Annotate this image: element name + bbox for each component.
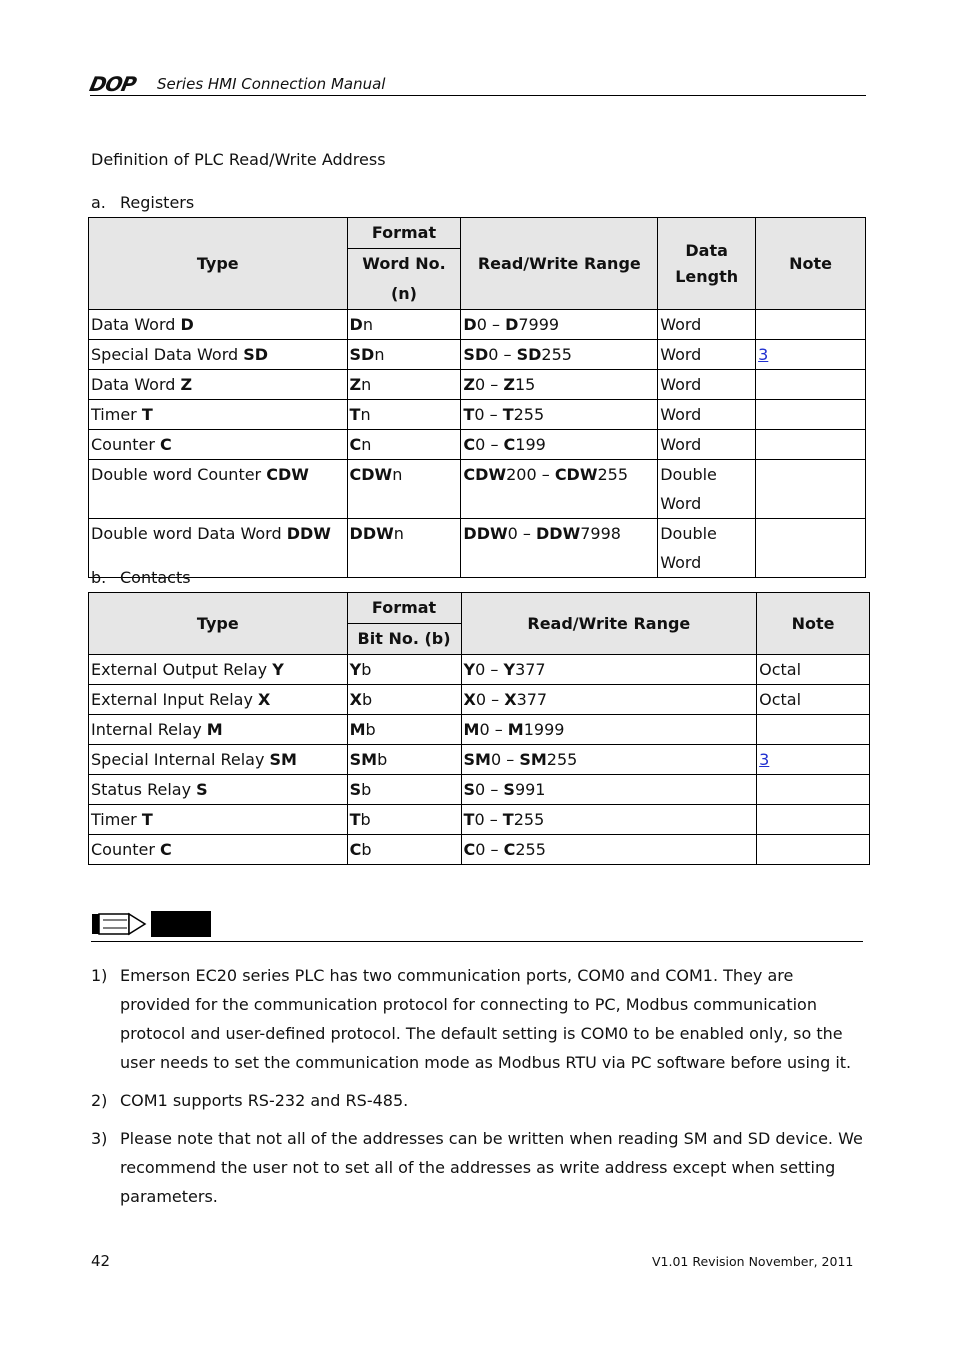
- note-link[interactable]: [756, 340, 866, 370]
- type-code: T: [141, 810, 153, 829]
- length-cell: [658, 460, 756, 519]
- range-end-num: 377: [515, 660, 546, 679]
- range-end-num: 255: [597, 465, 629, 484]
- range-start-code: SD: [463, 345, 489, 364]
- range-cell: [461, 805, 757, 835]
- range-sep: –: [536, 465, 555, 484]
- contacts-letter: b.: [91, 568, 107, 587]
- format-cell: [347, 835, 461, 865]
- format-suffix: b: [360, 810, 371, 829]
- type-code: C: [160, 435, 172, 454]
- registers-header-range: Read/Write Range: [461, 218, 658, 310]
- type-code: S: [196, 780, 208, 799]
- table-row: [89, 775, 870, 805]
- type-cell: [89, 370, 348, 400]
- note-cell: [756, 370, 866, 400]
- length-line-2: Word: [660, 553, 702, 572]
- range-cell: [461, 775, 757, 805]
- range-end-code: Y: [503, 660, 516, 679]
- table-row: [89, 685, 870, 715]
- table-row: [89, 340, 866, 370]
- type-text: Data Word: [91, 315, 181, 334]
- range-end-num: 1999: [523, 720, 565, 739]
- range-end-code: SD: [516, 345, 542, 364]
- note-cell: [756, 400, 866, 430]
- range-sep: –: [485, 375, 504, 394]
- type-code: SD: [243, 345, 269, 364]
- format-cell: [347, 715, 461, 745]
- type-text: Double word Counter: [91, 465, 267, 484]
- format-cell: [347, 745, 461, 775]
- registers-letter: a.: [91, 193, 106, 212]
- note-cell: [757, 685, 870, 715]
- type-code: CDW: [266, 465, 309, 484]
- format-suffix: n: [361, 375, 372, 394]
- registers-table: [88, 217, 866, 578]
- table-row: [89, 430, 866, 460]
- format-cell: [347, 519, 461, 578]
- registers-header-length-1: Data: [685, 240, 728, 260]
- note-cell: [757, 655, 870, 685]
- note-cell: [757, 775, 870, 805]
- type-code: X: [258, 690, 271, 709]
- type-text: Timer: [91, 810, 142, 829]
- range-cell: [461, 685, 757, 715]
- range-cell: [461, 340, 658, 370]
- registers-header-type: Type: [89, 218, 348, 310]
- length-cell: [658, 370, 756, 400]
- table-row: [89, 460, 866, 519]
- length-cell: [658, 519, 756, 578]
- length-line-1: Double: [660, 524, 717, 543]
- format-code: S: [349, 780, 362, 799]
- range-cell: [461, 519, 658, 578]
- note-number: 1): [91, 966, 108, 985]
- type-cell: [89, 340, 348, 370]
- range-start-num: 0: [488, 345, 499, 364]
- range-start-code: S: [463, 780, 476, 799]
- range-start-code: T: [463, 810, 475, 829]
- note-cell: [756, 519, 866, 578]
- format-code: Z: [349, 375, 362, 394]
- range-start-num: 0: [475, 840, 486, 859]
- contacts-header-range: Read/Write Range: [461, 593, 757, 655]
- format-suffix: b: [361, 780, 372, 799]
- registers-label: Registers: [120, 193, 195, 212]
- type-cell: [89, 655, 348, 685]
- table-row: [89, 519, 866, 578]
- type-cell: [89, 685, 348, 715]
- format-suffix: b: [361, 660, 372, 679]
- range-cell: [461, 655, 757, 685]
- range-end-code: CDW: [554, 465, 598, 484]
- section-title: Definition of PLC Read/Write Address: [91, 150, 386, 169]
- registers-header-length-2: Length: [675, 266, 739, 286]
- revision-text: V1.01 Revision November, 2011: [652, 1254, 854, 1269]
- type-cell: [89, 460, 348, 519]
- range-start-code: X: [463, 690, 476, 709]
- type-code: T: [141, 405, 153, 424]
- range-start-num: 200: [506, 465, 537, 484]
- type-text: Counter: [91, 840, 161, 859]
- range-end-num: 255: [513, 405, 545, 424]
- contacts-table: [88, 592, 870, 865]
- range-end-code: D: [505, 315, 519, 334]
- type-text: External Output Relay: [91, 660, 273, 679]
- note-label: [151, 911, 211, 937]
- registers-header-length: [658, 218, 756, 310]
- note-cell: [757, 805, 870, 835]
- note-text: Octal: [759, 660, 802, 679]
- range-end-code: S: [503, 780, 515, 799]
- format-suffix: b: [361, 840, 372, 859]
- page-header: [87, 70, 866, 96]
- type-code: M: [206, 720, 223, 739]
- range-cell: [461, 835, 757, 865]
- type-text: External Input Relay: [91, 690, 259, 709]
- range-start-code: Z: [463, 375, 476, 394]
- type-cell: [89, 400, 348, 430]
- range-end-code: DDW: [536, 524, 581, 543]
- format-code: D: [349, 315, 363, 334]
- note-item: [91, 1086, 867, 1115]
- range-start-code: SM: [463, 750, 491, 769]
- table-row: [89, 370, 866, 400]
- format-cell: [347, 400, 461, 430]
- format-code: C: [349, 840, 362, 859]
- length-cell: [658, 430, 756, 460]
- format-cell: [347, 460, 461, 519]
- format-suffix: n: [360, 405, 371, 424]
- table-row: [89, 805, 870, 835]
- format-suffix: n: [362, 315, 373, 334]
- type-code: D: [180, 315, 194, 334]
- contacts-heading: [91, 568, 191, 587]
- type-text: Status Relay: [91, 780, 197, 799]
- type-code: SM: [269, 750, 297, 769]
- type-cell: [89, 835, 348, 865]
- range-start-code: C: [463, 435, 476, 454]
- length-line-1: Word: [660, 435, 702, 454]
- range-start-num: 0: [475, 375, 486, 394]
- table-row: [89, 835, 870, 865]
- type-code: DDW: [286, 524, 331, 543]
- contacts-label: Contacts: [120, 568, 191, 587]
- format-cell: [347, 655, 461, 685]
- range-end-code: X: [504, 690, 517, 709]
- format-cell: [347, 340, 461, 370]
- range-end-code: C: [503, 840, 516, 859]
- range-start-code: C: [463, 840, 476, 859]
- range-start-code: T: [463, 405, 475, 424]
- length-line-1: Word: [660, 375, 702, 394]
- type-cell: [89, 430, 348, 460]
- range-sep: –: [484, 405, 503, 424]
- type-code: C: [160, 840, 172, 859]
- range-sep: –: [486, 315, 506, 334]
- notes-list: [91, 961, 867, 1220]
- pencil-icon: [91, 912, 147, 936]
- range-sep: –: [501, 750, 520, 769]
- length-line-1: Word: [660, 345, 702, 364]
- range-end-num: 255: [515, 840, 546, 859]
- range-sep: –: [486, 690, 505, 709]
- format-code: DDW: [349, 524, 394, 543]
- range-end-num: 7998: [580, 524, 621, 543]
- format-cell: [347, 310, 461, 340]
- range-cell: [461, 460, 658, 519]
- length-line-1: Double: [660, 465, 717, 484]
- range-start-num: 0: [507, 524, 518, 543]
- registers-header-format: Format: [347, 218, 461, 249]
- format-cell: [347, 370, 461, 400]
- note-number: 3): [91, 1129, 108, 1148]
- format-code: C: [349, 435, 362, 454]
- format-suffix: b: [365, 720, 376, 739]
- note-link[interactable]: [757, 745, 870, 775]
- table-row: [89, 655, 870, 685]
- length-cell: [658, 340, 756, 370]
- format-suffix: n: [361, 435, 372, 454]
- range-start-code: CDW: [463, 465, 507, 484]
- length-line-1: Word: [660, 405, 702, 424]
- format-cell: [347, 775, 461, 805]
- range-start-code: DDW: [463, 524, 508, 543]
- range-sep: –: [489, 720, 508, 739]
- format-suffix: n: [374, 345, 385, 364]
- format-code: M: [349, 720, 366, 739]
- type-text: Data Word: [91, 375, 181, 394]
- range-end-num: 15: [515, 375, 536, 394]
- type-text: Counter: [91, 435, 161, 454]
- format-code: SD: [349, 345, 375, 364]
- type-cell: [89, 805, 348, 835]
- note-text: COM1 supports RS-232 and RS-485.: [120, 1091, 409, 1110]
- note-item: [91, 1124, 867, 1211]
- range-cell: [461, 400, 658, 430]
- format-suffix: b: [361, 690, 373, 709]
- note-item: [91, 961, 867, 1077]
- format-suffix: n: [393, 524, 404, 543]
- contacts-header-format-sub: Bit No. (b): [347, 624, 461, 655]
- type-text: Timer: [91, 405, 142, 424]
- type-text: Special Internal Relay: [91, 750, 270, 769]
- range-start-code: Y: [463, 660, 476, 679]
- format-code: CDW: [349, 465, 393, 484]
- note-text: 3: [759, 750, 770, 769]
- table-row: [89, 400, 866, 430]
- range-cell: [461, 430, 658, 460]
- format-code: T: [349, 810, 361, 829]
- length-line-2: Word: [660, 494, 702, 513]
- registers-heading: [91, 193, 194, 212]
- range-start-num: 0: [479, 720, 490, 739]
- range-end-num: 255: [546, 750, 578, 769]
- note-cell: [756, 310, 866, 340]
- registers-header-note: Note: [756, 218, 866, 310]
- length-line-1: Word: [660, 315, 702, 334]
- range-sep: –: [517, 524, 536, 543]
- note-text: 3: [758, 345, 769, 364]
- note-text: Octal: [759, 690, 802, 709]
- range-end-num: 7999: [518, 315, 560, 334]
- type-cell: [89, 745, 348, 775]
- range-end-num: 991: [514, 780, 546, 799]
- format-suffix: b: [377, 750, 388, 769]
- format-suffix: n: [392, 465, 403, 484]
- range-sep: –: [485, 660, 504, 679]
- range-sep: –: [484, 810, 503, 829]
- range-sep: –: [485, 780, 504, 799]
- range-end-code: T: [502, 810, 514, 829]
- type-text: Double word Data Word: [91, 524, 287, 543]
- table-row: [89, 745, 870, 775]
- note-cell: [756, 430, 866, 460]
- type-code: Y: [272, 660, 284, 679]
- note-cell: [757, 715, 870, 745]
- contacts-header-format: Format: [347, 593, 461, 624]
- contacts-header-type: Type: [89, 593, 348, 655]
- length-cell: [658, 400, 756, 430]
- range-sep: –: [498, 345, 517, 364]
- format-code: T: [349, 405, 361, 424]
- type-cell: [89, 715, 348, 745]
- range-start-num: 0: [475, 690, 487, 709]
- header-title: Series HMI Connection Manual: [157, 75, 386, 93]
- range-end-code: Z: [503, 375, 515, 394]
- length-cell: [658, 310, 756, 340]
- range-end-code: SM: [519, 750, 547, 769]
- range-sep: –: [485, 435, 504, 454]
- range-cell: [461, 370, 658, 400]
- range-end-code: M: [507, 720, 524, 739]
- contacts-header-note: Note: [757, 593, 870, 655]
- range-end-num: 377: [516, 690, 548, 709]
- note-text: Please note that not all of the addresses can be written when reading SM and SD device. We recommend the user not to set all of the addresses as write address except when setting parameters.: [120, 1129, 863, 1206]
- note-cell: [757, 835, 870, 865]
- range-start-num: 0: [475, 435, 486, 454]
- range-end-num: 255: [541, 345, 572, 364]
- range-start-num: 0: [476, 315, 487, 334]
- type-code: Z: [180, 375, 193, 394]
- range-end-code: C: [503, 435, 516, 454]
- range-end-num: 255: [513, 810, 545, 829]
- format-cell: [347, 685, 461, 715]
- format-cell: [347, 430, 461, 460]
- format-code: SM: [349, 750, 378, 769]
- note-cell: [756, 460, 866, 519]
- range-start-num: 0: [474, 810, 485, 829]
- range-start-code: D: [463, 315, 477, 334]
- registers-header-format-sub: Word No. (n): [347, 249, 461, 310]
- range-start-code: M: [463, 720, 480, 739]
- range-cell: [461, 715, 757, 745]
- page-number: 42: [91, 1252, 111, 1270]
- range-cell: [461, 745, 757, 775]
- note-bar: [91, 909, 863, 942]
- range-end-num: 199: [515, 435, 546, 454]
- range-end-code: T: [502, 405, 514, 424]
- note-number: 2): [91, 1091, 108, 1110]
- table-row: [89, 715, 870, 745]
- type-text: Internal Relay: [91, 720, 207, 739]
- format-code: Y: [349, 660, 362, 679]
- range-start-num: 0: [475, 780, 486, 799]
- type-text: Special Data Word: [91, 345, 244, 364]
- format-cell: [347, 805, 461, 835]
- type-cell: [89, 310, 348, 340]
- note-text: Emerson EC20 series PLC has two communication ports, COM0 and COM1. They are provided for the communication protocol for connecting to PC, Modbus communication protocol and user-defined protocol. The default setting is COM0 to be enabled only, so the user needs to set the communication mode as Modbus RTU via PC software before using it.: [120, 966, 852, 1072]
- range-start-num: 0: [475, 660, 486, 679]
- range-start-num: 0: [490, 750, 502, 769]
- format-code: X: [349, 690, 362, 709]
- dop-logo: DOP: [87, 72, 138, 96]
- range-cell: [461, 310, 658, 340]
- type-cell: [89, 775, 348, 805]
- range-start-num: 0: [474, 405, 485, 424]
- table-row: [89, 310, 866, 340]
- range-sep: –: [485, 840, 504, 859]
